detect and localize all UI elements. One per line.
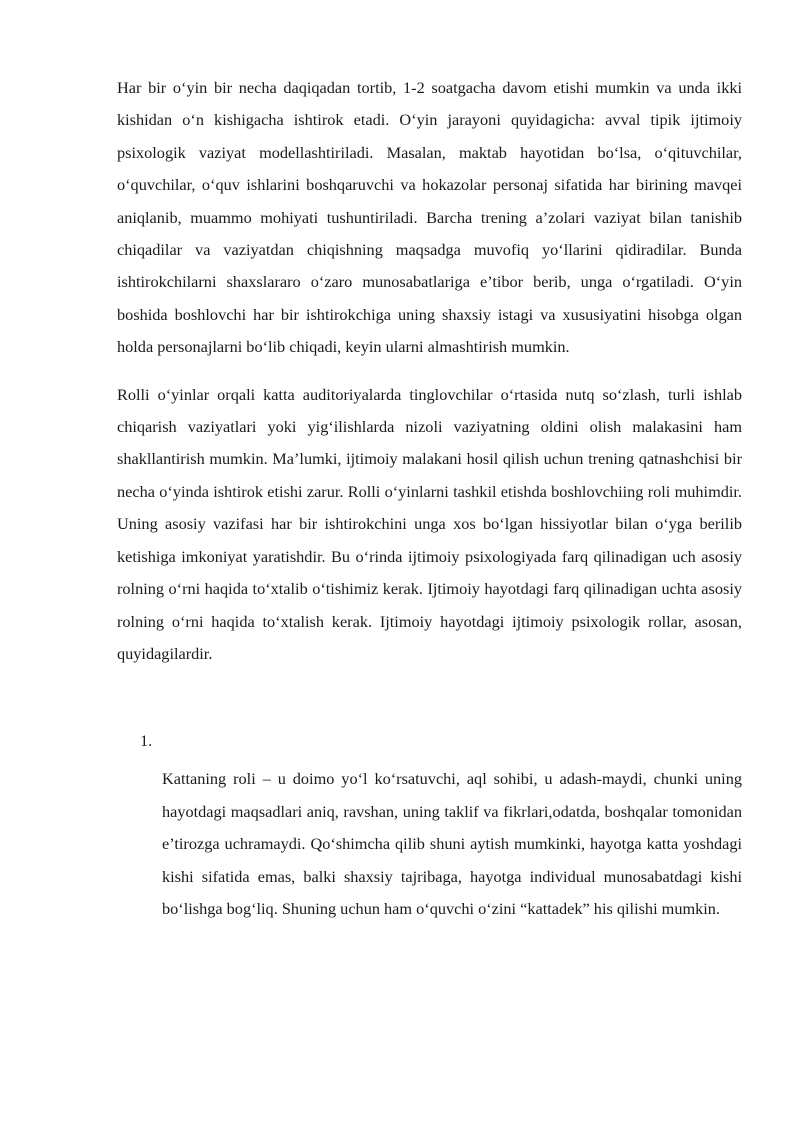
body-paragraph: Har bir o‘yin bir necha daqiqadan tortib, 1-2 soatgacha davom etishi mumkin va unda ikki kishidan o‘n kishigacha ishtirok etadi. O‘yin jarayoni quyidagicha: avval tipik ijtimoiy psixologik vaziyat modellashtiriladi. Masalan, maktab hayotidan bo‘lsa, o‘qituvchilar, o‘quvchilar, o‘quv ishlarini boshqaruvchi va hokazolar personaj sifatida har birining mavqei aniqlanib, muammo mohiyati tushuntiriladi. Barcha trening a’zolari vaziyat bilan tanishib chiqadilar va vaziyatdan chiqishning maqsadga muvofiq yo‘llarini qidiradilar. Bunda ishtirokchilarni shaxslararo o‘zaro munosabatlariga e’tibor berib, unga o‘rgatiladi. O‘yin boshida boshlovchi har bir ishtirokchiga uning shaxsiy istagi va xususiyatini hisobga olgan holda personajlarni bo‘lib chiqadi, keyin ularni almashtirish mumkin. xyxy=(117,78,742,357)
list-item xyxy=(117,731,742,925)
body-paragraph: Rolli o‘yinlar orqali katta auditoriyalarda tinglovchilar o‘rtasida nutq so‘zlash, turli ishlab chiqarish vaziyatlari yoki yig‘ilishlarda nizoli vaziyatning oldini olish malakasini ham shakllantirish mumkin. Ma’lumki, ijtimoiy malakani hosil qilish uchun trening qatnashchisi bir necha o‘yinda ishtirok etishi zarur. Rolli o‘yinlarni tashkil etishda boshlovchiing roli muhimdir. Uning asosiy vazifasi har bir ishtirokchini unga xos bo‘lgan hissiyotlar bilan o‘yga berilib ketishiga imkoniyat yaratishdir. Bu o‘rinda ijtimoiy psixologiyada farq qilinadigan uch asosiy rolning o‘rni haqida to‘xtalib o‘tishimiz kerak. Ijtimoiy hayotdagi farq qilinadigan uchta asosiy rolning o‘rni haqida to‘xtalish kerak. Ijtimoiy hayotdagi ijtimoiy psixologik rollar, asosan, quyidagilardir. xyxy=(117,384,742,663)
list-marker: 1. xyxy=(140,731,153,751)
list-item-text: Kattaning roli – u doimo yo‘l ko‘rsatuvchi, aql sohibi, u adash-maydi, chunki uning hayotdagi maqsadlari aniq, ravshan, uning taklif va fikrlari,odatda, boshqalar tomonidan e’tirozga uchramaydi. Qo‘shimcha qilib shuni aytish mumkinki, hayotga katta yoshdagi kishi sifatida emas, balki shaxsiy tajribaga, hayotga individual munosabatdagi kishi bo‘lishga bog‘liq. Shuning uchun ham o‘quvchi o‘zini “kattadek” his qilishi mumkin. xyxy=(162,769,742,918)
numbered-list xyxy=(117,731,742,925)
